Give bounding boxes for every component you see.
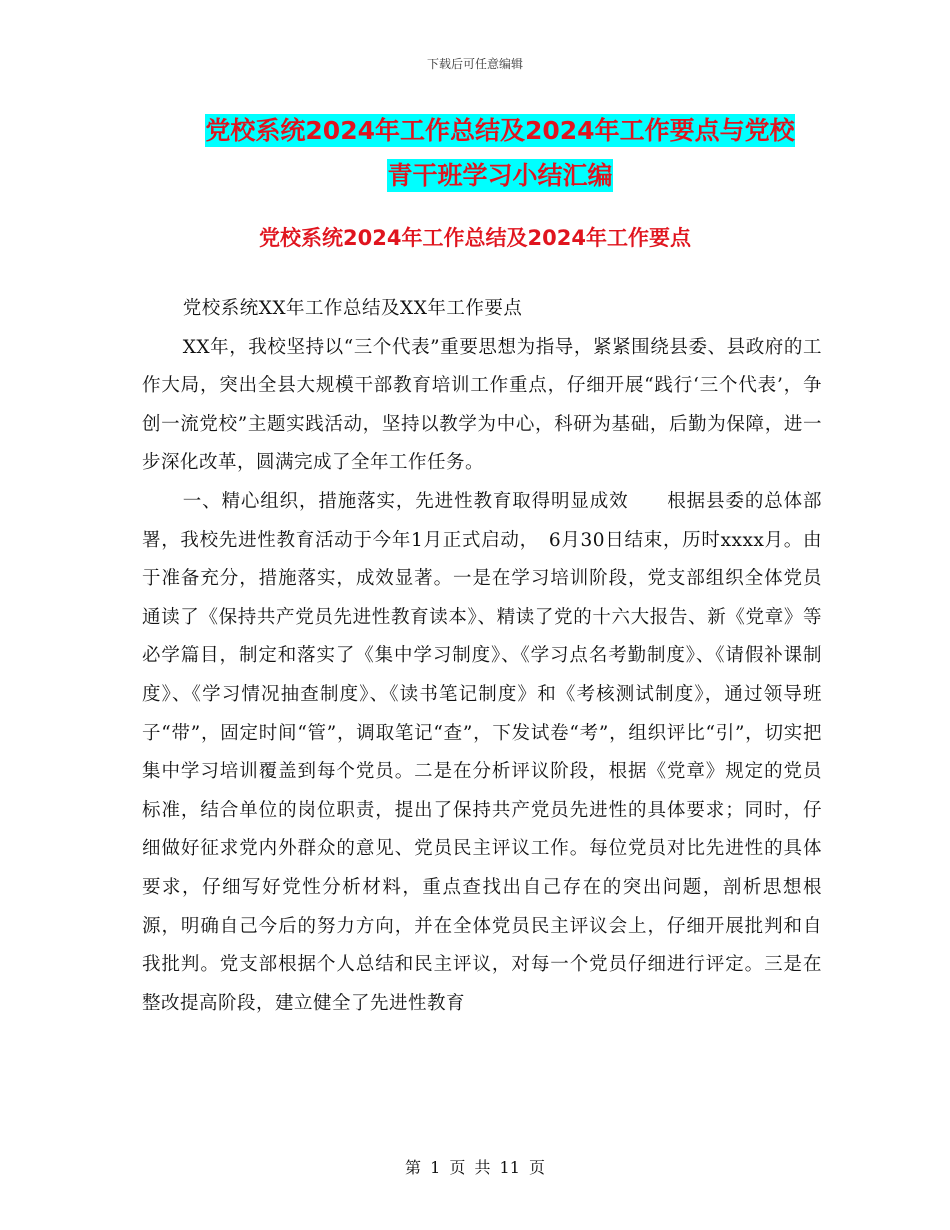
title-line-1: 党校系统2024年工作总结及2024年工作要点与党校 xyxy=(205,116,795,145)
header-note: 下载后可任意编辑 xyxy=(426,57,523,71)
document-title xyxy=(140,108,860,198)
paragraph-intro: XX年，我校坚持以“三个代表”重要思想为指导，紧紧围绕县委、县政府的工作大局，突出全县大规模干部教育培训工作重点，仔细开展“践行‘三个代表’，争创一流党校”主题实践活动，坚持以教学为中心，科研为基础，后勤为保障，进一步深化改革，圆满完成了全年工作任务。 xyxy=(142,336,822,474)
paragraph-heading: 党校系统XX年工作总结及XX年工作要点 xyxy=(182,298,523,319)
paragraph-section-1: 一、精心组织，措施落实，先进性教育取得明显成效 根据县委的总体部署，我校先进性教育活动于今年1月正式启动， 6月30日结束，历时xxxx月。由于准备充分，措施落实，成效显著。一是在学习培训阶段，党支部组织全体党员通读了《保持共产党员先进性教育读本》、精读了党的十六大报告、新《党章》等必学篇目，制定和落实了《集中学习制度》、《学习点名考勤制度》、《请假补课制度》、《学习情况抽查制度》、《读书笔记制度》和《考核测试制度》，通过领导班子“带”，固定时间“管”，调取笔记“查”，下发试卷“考”，组织评比“引”，切实把集中学习培训覆盖到每个党员。二是在分析评议阶段，根据《党章》规定的党员标准，结合单位的岗位职责，提出了保持共产党员先进性的具体要求；同时，仔细做好征求党内外群众的意见、党员民主评议工作。每位党员对比先进性的具体要求，仔细写好党性分析材料，重点查找出自己存在的突出问题，剖析思想根源，明确自己今后的努力方向，并在全体党员民主评议会上，仔细开展批判和自我批判。党支部根据个人总结和民主评议，对每一个党员仔细进行评定。三是在整改提高阶段，建立健全了先进性教育 xyxy=(142,490,822,1014)
page-footer: 第 1 页 共 11 页 xyxy=(405,1158,545,1177)
section-title: 党校系统2024年工作总结及2024年工作要点 xyxy=(259,226,691,250)
body-text xyxy=(142,290,822,1023)
title-line-2: 青干班学习小结汇编 xyxy=(387,161,613,190)
